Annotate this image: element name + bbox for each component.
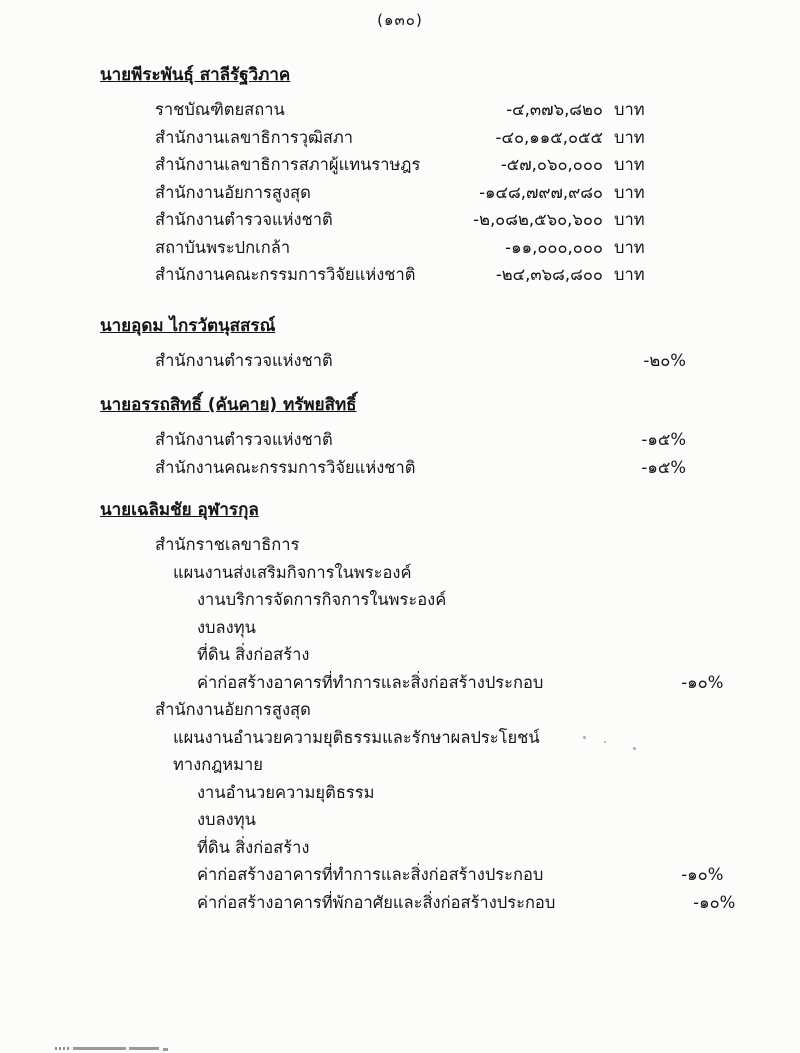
agency-label: สำนักงานอัยการสูงสุด (155, 700, 311, 719)
budget-line (100, 454, 686, 482)
budget-line (100, 806, 656, 834)
budget-line (100, 347, 686, 375)
work-item-label: งานอำนวยความยุติธรรม (197, 782, 375, 802)
section-person-4 (100, 497, 736, 916)
budget-line (100, 151, 656, 179)
program-label: แผนงานอำนวยความยุติธรรมและรักษาผลประโยชน์ (173, 727, 540, 747)
budget-line (100, 179, 656, 207)
work-item-label: ที่ดิน สิ่งก่อสร้าง (197, 837, 310, 857)
budget-line (100, 261, 656, 289)
budget-line (100, 669, 724, 697)
work-item-label: งบลงทุน (197, 810, 256, 829)
budget-line (100, 124, 656, 152)
amount-value: -๑๑,๐๐๐,๐๐๐ (505, 237, 603, 257)
budget-line (100, 234, 656, 262)
budget-line (100, 96, 656, 124)
amount-value: -๔๐,๑๑๕,๐๕๕ (495, 127, 603, 147)
amount-unit: บาท (614, 265, 645, 284)
amount-unit: บาท (614, 127, 645, 147)
person-name-heading: นายเฉลิมชัย อุฬารกุล (100, 500, 259, 520)
amount-value: -๑๐% (693, 892, 736, 912)
amount-unit: บาท (614, 210, 645, 229)
agency-label: สำนักงานเลขาธิการสภาผู้แทนราษฎร (155, 155, 421, 174)
amount-value: -๑๐% (681, 672, 724, 692)
agency-label: สำนักงานตำรวจแห่งชาติ (155, 350, 333, 370)
agency-label: สำนักงานคณะกรรมการวิจัยแห่งชาติ (155, 457, 416, 477)
agency-label: สำนักราชเลขาธิการ (155, 535, 300, 554)
amount-unit: บาท (614, 237, 645, 257)
person-name-heading: นายอรรถสิทธิ์ (คันคาย) ทรัพยสิทธิ์ (100, 395, 357, 415)
section-person-1 (100, 62, 656, 289)
work-item-label: ค่าก่อสร้างอาคารที่พักอาศัยและสิ่งก่อสร้างประกอบ (197, 892, 556, 912)
scan-artifact (73, 1047, 126, 1050)
scan-artifact (129, 1047, 159, 1050)
amount-value: -๒,๐๘๒,๕๖๐,๖๐๐ (473, 210, 603, 229)
section-person-3 (100, 392, 686, 481)
work-item-label: ค่าก่อสร้างอาคารที่ทำการและสิ่งก่อสร้างประกอบ (197, 672, 544, 692)
amount-value: -๒๐% (643, 350, 686, 370)
budget-line (100, 641, 656, 669)
agency-label: ราชบัณฑิตยสถาน (155, 100, 285, 119)
agency-label: สำนักงานตำรวจแห่งชาติ (155, 210, 333, 229)
agency-label: สำนักงานเลขาธิการวุฒิสภา (155, 127, 354, 147)
scan-artifact (163, 1048, 168, 1051)
agency-label: สำนักงานตำรวจแห่งชาติ (155, 430, 333, 449)
amount-unit: บาท (614, 182, 645, 202)
agency-label: สำนักงานอัยการสูงสุด (155, 182, 311, 202)
person-name-heading: นายพีระพันธุ์ สาลีรัฐวิภาค (100, 65, 291, 85)
agency-label: สถาบันพระปกเกล้า (155, 237, 291, 257)
work-item-label: งบลงทุน (197, 617, 256, 637)
budget-line (100, 779, 656, 807)
amount-value: -๑๔๘,๗๙๗,๙๘๐ (479, 182, 603, 202)
budget-line (100, 206, 656, 234)
budget-line (100, 861, 724, 889)
budget-line (100, 834, 656, 862)
work-item-label: ที่ดิน สิ่งก่อสร้าง (197, 645, 310, 664)
amount-value: -๑๕% (641, 430, 686, 449)
budget-line (100, 696, 656, 724)
amount-value: -๔,๓๗๖,๘๒๐ (506, 100, 603, 119)
program-label: ทางกฎหมาย (173, 755, 263, 774)
amount-value: -๒๔,๓๖๘,๘๐๐ (495, 265, 603, 284)
budget-line (100, 531, 656, 559)
amount-value: -๑๕% (641, 457, 686, 477)
document-body (100, 62, 736, 916)
budget-line (100, 586, 656, 614)
budget-line (100, 426, 686, 454)
scan-speck (604, 741, 606, 743)
amount-value: -๕๗,๐๖๐,๐๐๐ (500, 155, 603, 174)
budget-line (100, 614, 656, 642)
work-item-label: งานบริการจัดการกิจการในพระองค์ (197, 590, 447, 609)
budget-line (100, 751, 656, 779)
agency-label: สำนักงานคณะกรรมการวิจัยแห่งชาติ (155, 265, 416, 284)
section-person-2 (100, 313, 686, 375)
page-number: (๑๓๐) (377, 11, 423, 29)
person-name-heading: นายอุดม ไกรวัตนุสสรณ์ (100, 315, 276, 336)
scan-artifact (55, 1047, 71, 1050)
budget-line (100, 559, 656, 587)
amount-unit: บาท (614, 100, 645, 119)
budget-line (100, 889, 736, 917)
amount-unit: บาท (614, 155, 645, 174)
scan-speck (633, 747, 636, 750)
budget-line (100, 724, 656, 752)
amount-value: -๑๐% (681, 865, 724, 884)
program-label: แผนงานส่งเสริมกิจการในพระองค์ (173, 562, 412, 582)
scan-speck (583, 736, 586, 739)
work-item-label: ค่าก่อสร้างอาคารที่ทำการและสิ่งก่อสร้างประกอบ (197, 865, 544, 884)
